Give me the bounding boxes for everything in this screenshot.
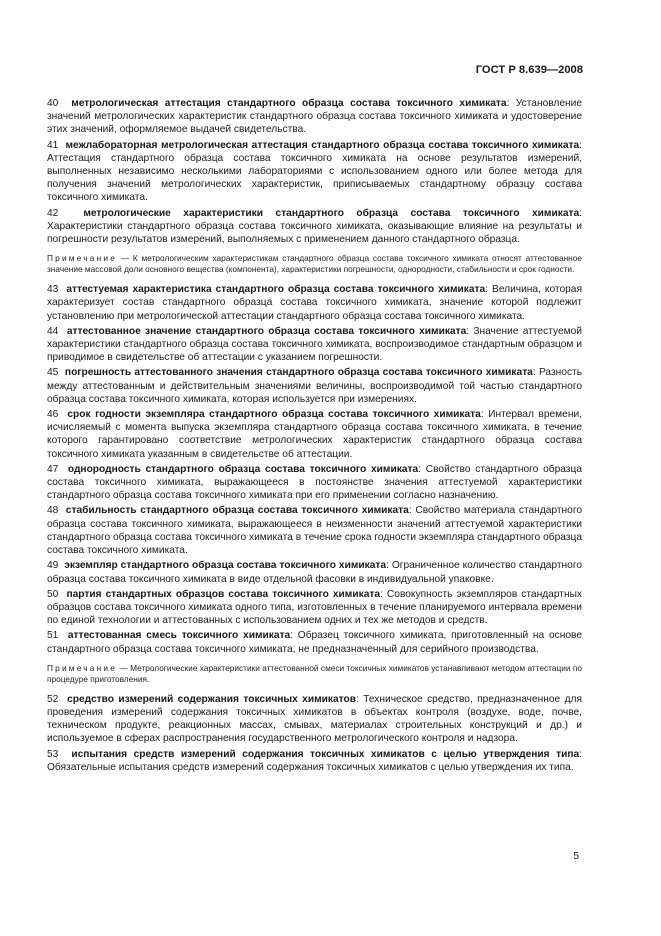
document-body xyxy=(47,97,582,776)
definition: : Свойство стандартного образца состава токсичного химиката, выражающееся в постоянстве значения аттестуемой характеристики стандартного образца состава токсичного химиката при его применении согласно назначению. xyxy=(47,463,582,502)
term: средство измерений содержания токсичных химикатов xyxy=(67,693,356,705)
term: погрешность аттестованного значения стандартного образца состава токсичного химиката xyxy=(64,367,533,379)
term: аттестованная смесь токсичного химиката xyxy=(67,630,291,642)
definition: : Совокупность экземпляров стандартных образцов состава токсичного химиката одного типа, изготовленных в течение планируемого интервала времени по единой технологии и аттестованных с использованием одних и тех же методов и средств. xyxy=(47,588,582,627)
entry-number: 47 xyxy=(47,463,59,475)
term-entry-49 xyxy=(47,559,582,585)
term-entry-41 xyxy=(47,139,582,205)
entry-number: 53 xyxy=(47,748,59,760)
entry-number: 46 xyxy=(47,409,59,421)
entry-number: 45 xyxy=(47,367,59,379)
term: срок годности экземпляра стандартного образца состава токсичного химиката xyxy=(67,409,481,421)
note-text: — К метрологическим характеристикам стандартного образца состава токсичного химиката относят аттестованное значение массовой доли основного вещества (компонента), характеристики погрешности, однородности, стабильности и срок годности. xyxy=(47,253,582,275)
definition: : Аттестация стандартного образца состава токсичного химиката на основе результатов измерений, выполненных независимо несколькими лабораториями с использованием одного или более метода для получения значений метрологических характеристик, приписываемых стандартному образцу состава токсичного химиката. xyxy=(47,139,582,204)
definition: : Разность между аттестованным и действительным значениями величины, воспроизводимой той частью стандартного образца состава токсичного химиката, которая используется при измерениях. xyxy=(47,367,583,405)
term-entry-43 xyxy=(47,283,582,323)
document-header: ГОСТ Р 8.639—2008 xyxy=(475,64,583,76)
term-entry-47 xyxy=(47,463,582,503)
note-2 xyxy=(47,663,582,685)
note-label: Примечание xyxy=(47,253,118,264)
term-entry-46 xyxy=(47,408,582,461)
term-entry-40 xyxy=(47,97,582,137)
definition: : Ограниченное количество стандартного образца состава токсичного химиката в виде отдельной фасовки в индивидуальной упаковке. xyxy=(47,560,582,585)
entry-number: 48 xyxy=(47,505,59,517)
entry-number: 49 xyxy=(47,560,59,572)
note-text: — Метрологические характеристики аттестованной смеси токсичных химикатов устанавливают методом аттестации по процедуре приготовления. xyxy=(47,662,582,684)
term-entry-51 xyxy=(47,629,582,655)
term-entry-45 xyxy=(47,366,582,406)
definition: : Обязательные испытания средств измерений содержания токсичных химикатов с целью утверждения их типа. xyxy=(47,748,582,773)
note-1 xyxy=(47,253,582,275)
term: стабильность стандартного образца состава токсичного химиката xyxy=(65,505,409,517)
entry-number: 44 xyxy=(47,325,59,337)
term-entry-42 xyxy=(47,207,582,247)
term: метрологическая аттестация стандартного образца состава токсичного химиката xyxy=(71,98,507,109)
term: метрологические характеристики стандартного образца состава токсичного химиката xyxy=(83,207,580,219)
definition: : Техническое средство, предназначенное для проведения измерений содержания токсичных химикатов в объектах контроля (воздухе, воде, почве, техническом продукте, реакционных массах, смывах, материалах строительных конструкций и др.) и используемое в сферах распространения государственного метрологического контроля и надзора. xyxy=(47,693,582,745)
definition: : Образец токсичного химиката, приготовленный на основе стандартного образца состава токсичного химиката, не предназначенный для серийного производства. xyxy=(47,630,582,655)
entry-number: 52 xyxy=(47,693,59,705)
entry-number: 50 xyxy=(47,588,59,600)
entry-number: 41 xyxy=(47,139,59,151)
definition: : Характеристики стандартного образца состава токсичного химиката, оказывающие влияние на результаты и погрешности результатов измерений, выполняемых с применением данного стандартного образца. xyxy=(47,207,582,246)
definition: : Установление значений метрологических характеристик стандартного образца состава токсичного химиката и удостоверение этих значений, оформляемое выдачей свидетельства. xyxy=(47,98,583,136)
term-entry-53 xyxy=(47,748,582,774)
entry-number: 42 xyxy=(47,207,59,219)
entry-number: 40 xyxy=(47,98,59,109)
term: партия стандартных образцов состава токсичного химиката xyxy=(66,588,381,600)
term: испытания средств измерений содержания токсичных химикатов с целью утверждения типа xyxy=(71,748,580,760)
entry-number: 43 xyxy=(47,284,59,296)
definition: : Величина, которая характеризует состав стандартного образца состава токсичного химиката, значение которой подлежит установлению при метрологической аттестации стандартного образца состава токсичного химиката. xyxy=(47,284,582,322)
definition: : Интервал времени, исчисляемый с момента выпуска экземпляра стандартного образца состава токсичного химиката, в течение которого гарантировано соответствие метрологических характеристик стандартного образца состава токсичного химиката указанным в свидетельстве об аттестации. xyxy=(47,409,582,460)
term: аттестуемая характеристика стандартного образца состава токсичного химиката xyxy=(66,284,486,296)
term: межлабораторная метрологическая аттестация стандартного образца состава токсичного химиката xyxy=(65,139,580,151)
note-label: Примечание xyxy=(47,662,118,673)
term: экземпляр стандартного образца состава токсичного химиката xyxy=(64,560,387,572)
term-entry-48 xyxy=(47,504,582,557)
definition: : Свойство материала стандартного образца состава токсичного химиката, выражающееся в неизменности значений аттестуемой характеристики стандартного образца состава токсичного химиката в течение срока годности экземпляра стандартного образца состава токсичного химиката. xyxy=(47,505,582,557)
term: однородность стандартного образца состава токсичного химиката xyxy=(67,463,419,475)
definition: : Значение аттестуемой характеристики стандартного образца состава токсичного химиката, воспроизводимое стандартным образцом и приводимое в свидетельстве об аттестации с указанием погрешности. xyxy=(47,325,582,364)
entry-number: 51 xyxy=(47,630,59,642)
page-number: 5 xyxy=(573,851,579,862)
term: аттестованное значение стандартного образца состава токсичного химиката xyxy=(66,325,467,337)
term-entry-52 xyxy=(47,693,582,746)
term-entry-50 xyxy=(47,588,582,628)
term-entry-44 xyxy=(47,325,582,365)
